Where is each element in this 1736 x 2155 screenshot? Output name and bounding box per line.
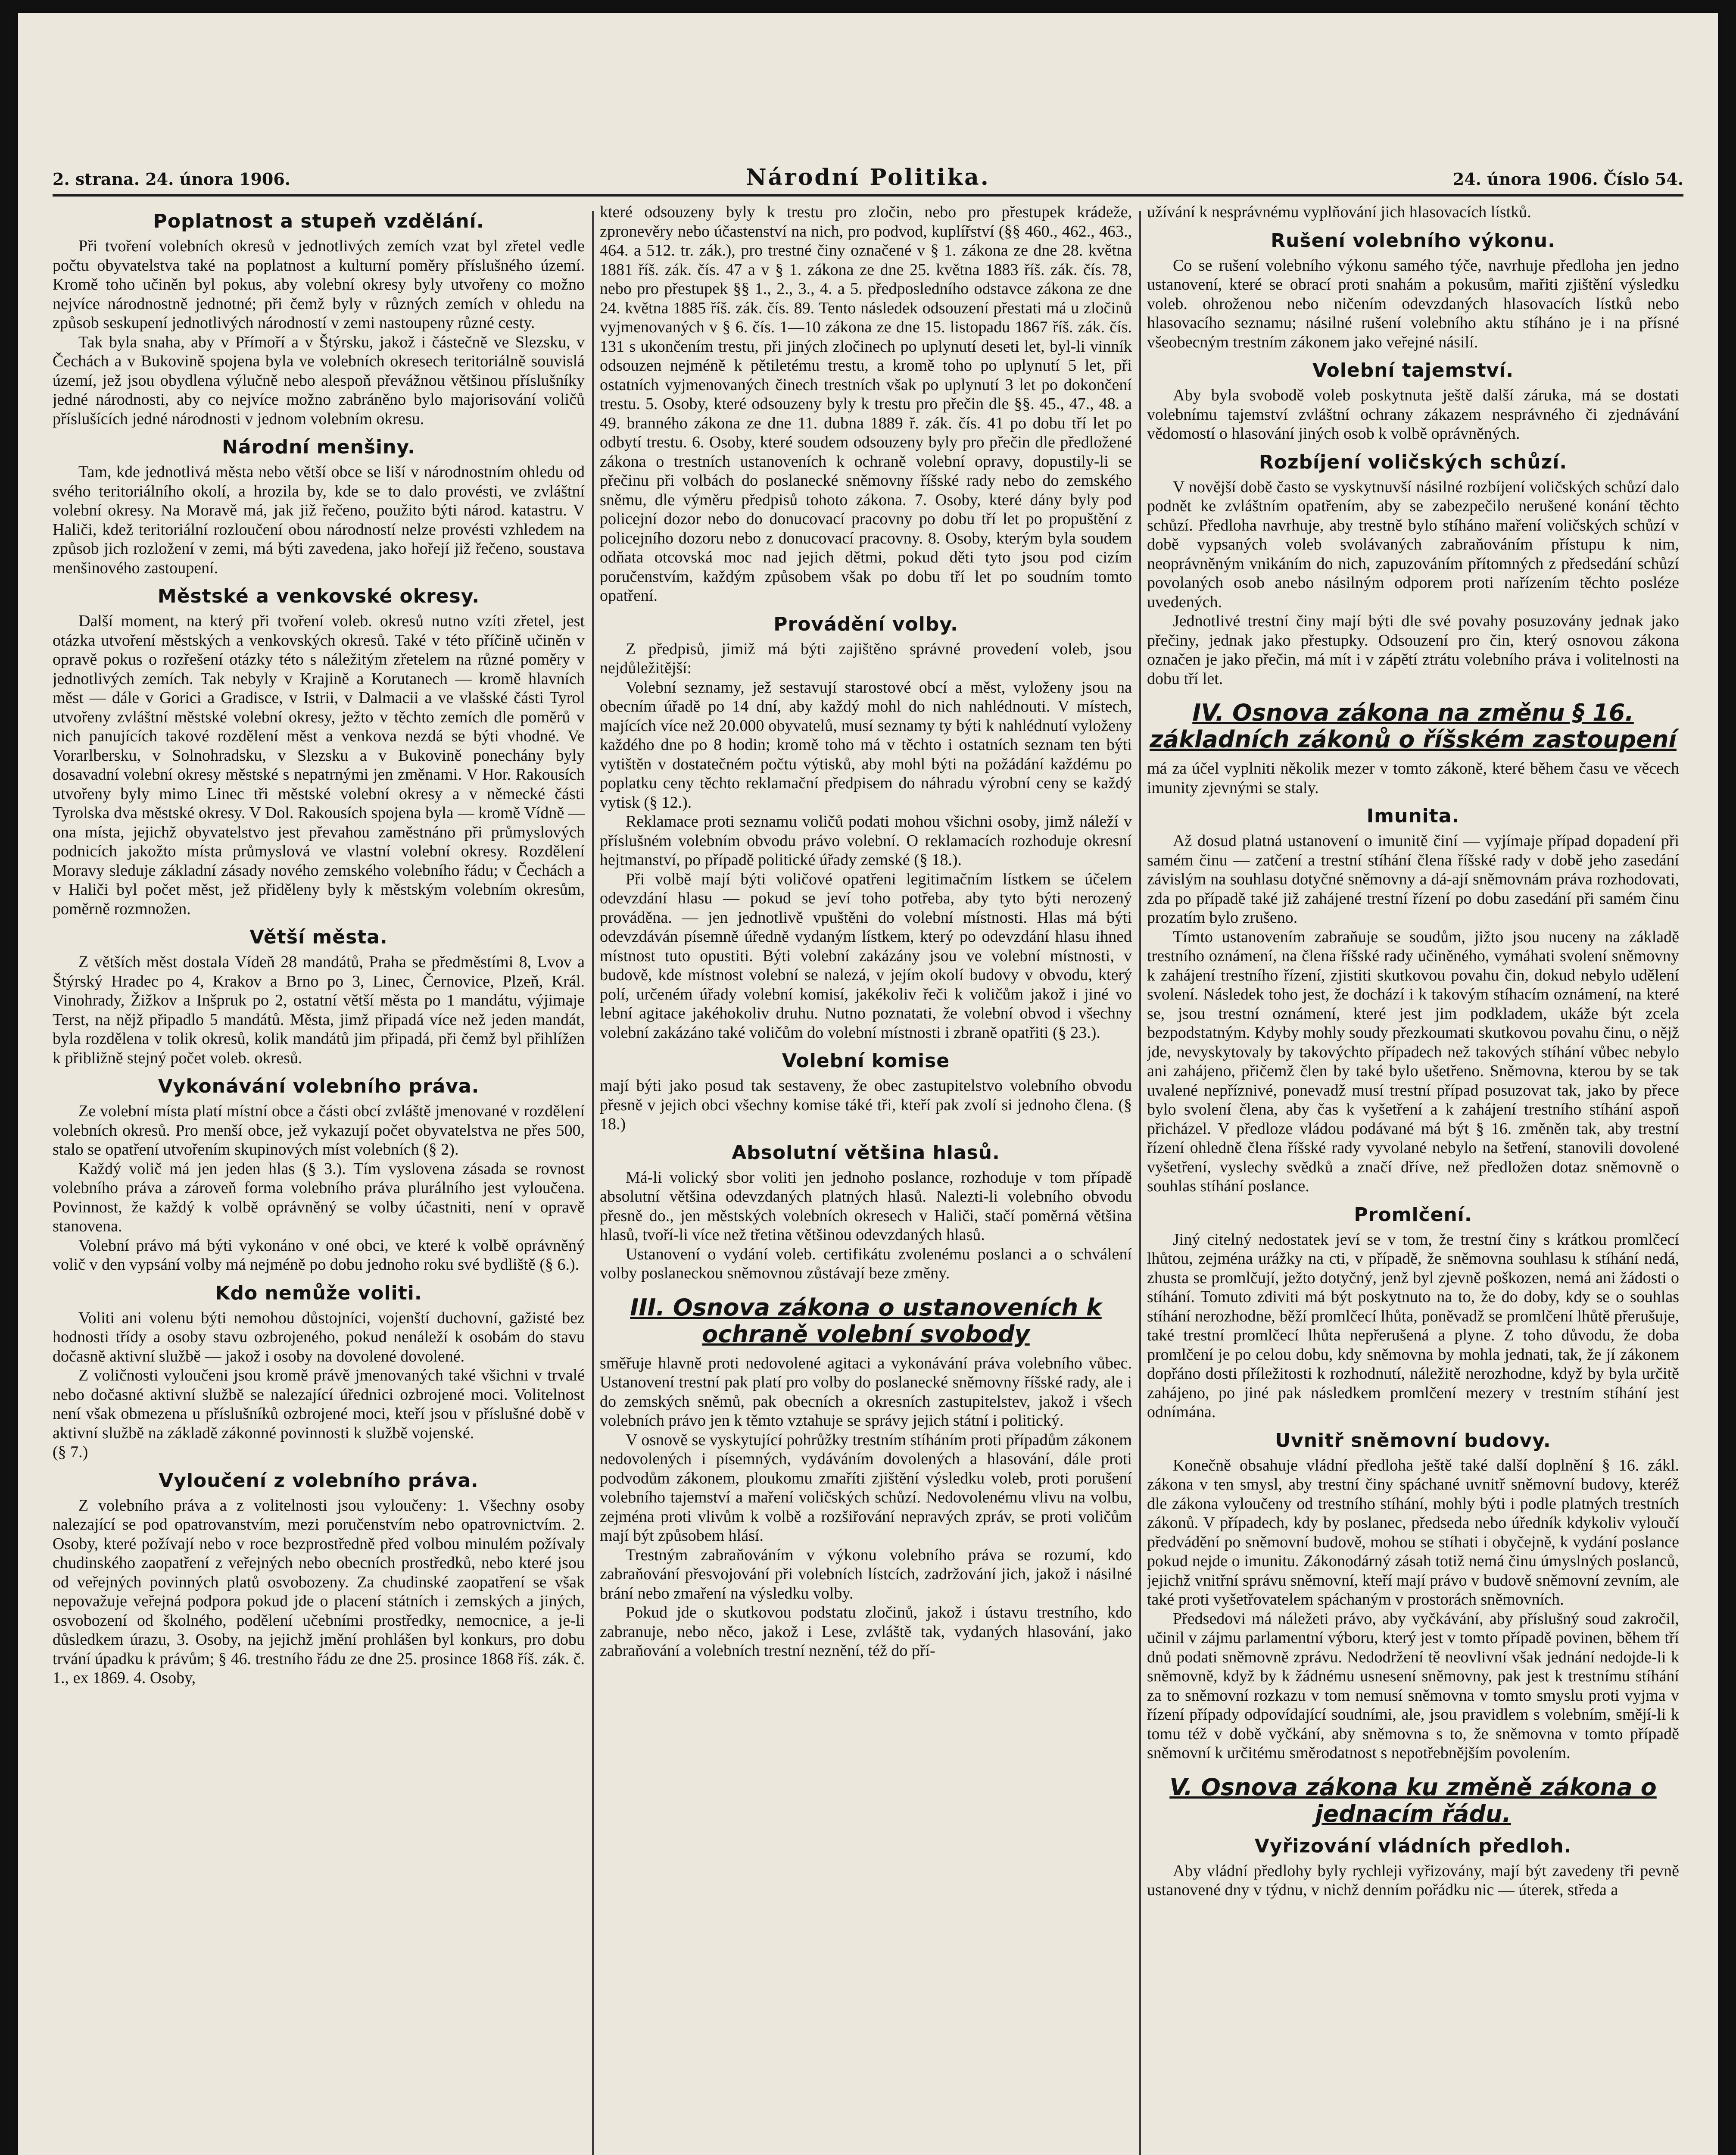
paragraph: Ze volební místa platí místní obce a části obcí zvláště jmenované v rozdělení volebních okresů. Pro menší obce, jež vykazují počet obyvatelstva ne přes 500, stalo se opatření utvořením skupinových míst volebních (§ 2). xyxy=(53,1102,585,1159)
section-heading: Větší města. xyxy=(249,926,388,948)
column-3 xyxy=(1147,203,1679,2155)
paragraph: Volební právo má býti vykonáno v oné obci, ve které k volbě oprávněný volič v den vypsání volby má nejméně po dobu jednoho roku své bydliště (§ 6.). xyxy=(53,1236,585,1274)
paragraph: Z předpisů, jimiž má býti zajištěno správné provedení voleb, jsou nejdůležitější: xyxy=(600,640,1132,677)
paragraph: má za účel vyplniti několik mezer v tomto zákoně, které během času ve věcech imunity zjevnými se staly. xyxy=(1147,759,1679,797)
section-heading: Rozbíjení voličských schůzí. xyxy=(1259,451,1568,473)
article-columns xyxy=(53,203,1683,2155)
paragraph: Jiný citelný nedostatek jeví se v tom, že trestní činy s krátkou promlčecí lhůtou, zejména urážky na cti, v případě, že sněmovna souhlasu k stíhání nedá, zhusta se promlčují, ježto dotyčný, jenž byl zjevně poškozen, nemá ani žádosti o stíhání. Tomuto zdiviti má být poskytnuto na to, že do doby, kdy se o souhlas stíhání nerozhodne, běží promlčecí lhůta, poněvadž se promlčení lhůtě přerušuje, také trestní promlčecí lhůta nepřerušená a plyne. Z toho důvodu, že doba promlčení je po celou dobu, kdy sněmovna by mohla jednati, tak, že jí zákonem dopřáno dosti příležitosti k rozhodnutí, náležitě nerozhodne, když by byla určitě zahájeno, po jiné pak následkem promlčení mezery v trestním stíhání jest odnímána. xyxy=(1147,1230,1679,1421)
section-heading: Uvnitř sněmovní budovy. xyxy=(1275,1429,1551,1452)
paragraph: V novější době často se vyskytnuvší násilné rozbíjení voličských schůzí dalo podnět ke zvláštním opatřením, aby se zabezpečilo nerušené konání těchto schůzí. Předloha navrhuje, aby trestně bylo stíháno maření voličských schůzí v době vypsaných voleb svolávaných zabraňováním přístupu k nim, neoprávněným vnikáním do nich, zapuzováním přítomných z předsedání schůzí povolaných osob anebo násilným odporem proti nařízením těchto posléze uvedených. xyxy=(1147,478,1679,611)
header-date-right: 24. února 1906. Číslo 54. xyxy=(1452,169,1683,189)
column-divider xyxy=(592,211,594,2155)
paragraph: Z větších měst dostala Vídeň 28 mandátů, Praha se předměstími 8, Lvov a Štýrský Hradec po 4, Krakov a Brno po 3, Linec, Černovice, Plzeň, Král. Vinohrady, Žižkov a Inšpruk po 2, ostatní větší města po 1 mandátu, výjimaje Terst, na nějž připadlo 5 mandátů. Města, jimž připadá více než jeden mandát, byla rozdělena v tolik okresů, kolik mandátů jim připadá, při čemž byl přihlížen k přibližně stejný počet voleb. okresů. xyxy=(53,953,585,1067)
paragraph: V osnově se vyskytující pohrůžky trestním stíháním proti případům zákonem nedovolených i písemných, vydáváním dovolených a hlasování, dále proti podvodům zákonem, ploukomu zmaříti zjištění výsledku voleb, proti porušení volebního tajemství a maření voličských schůzí. Nedovolenému vlivu na volbu, zejména proti vlivům k volbě a rozšiřování nepravých zpráv, se proti voličům mají být způsobem hlásí. xyxy=(600,1430,1132,1545)
paragraph: (§ 7.) xyxy=(53,1443,88,1461)
paragraph: Konečně obsahuje vládní předloha ještě také další doplnění § 16. zákl. zákona v ten smysl, aby trestní činy spáchané uvnitř sněmovní budovy, kteréž dle zákona vyloučeny od trestního stíhání, mohly býti i podle platných trestních zákonů. V případech, kdy by poslanec, předseda nebo úředník kdykoliv vyloučí předvádění po sněmovní budově, mohou se stíhati i obyčejně, k vydání poslance pokud nejde o imunitu. Zákonodárný zásah totiž nemá činu úmyslných poslanců, jejichž vnitřní správu sněmovní, kteří mají právo v budově sněmovní zevním, ale také proti vyšetřovatelem spáchaným v prostorách sněmovních. xyxy=(1147,1456,1679,1608)
paragraph: které odsouzeny byly k trestu pro zločin, nebo pro přestupek krádeže, zpronevěry nebo účastenství na nich, pro podvod, kuplířství (§§ 460., 462., 463., 464. a 512. tr. zák.), pro trestné činy označené v § 1. zákona ze dne 28. května 1881 říš. zák. čís. 47 a v § 1. zákona ze dne 25. května 1883 říš. zák. čís. 78, nebo pro přestupek §§ 1., 2., 3., 4. a 5. předposledního odstavce zákona ze dne 24. května 1885 říš. zák. čís. 89. Tento následek odsouzení přestati má u zločinů vyjmenovaných v § 6. čís. 1—10 zákona ze dne 15. listopadu 1867 říš. zák. čís. 131 s ukončením trestu, při jiných zločinech po uplynutí deseti let, byl-li vinník odsouzen nejméně k pětiletému trestu, a kromě toho po uplynutí 5 let, při ostatních vyjmenovaných činech trestních však po uplynutí 3 let po dokončení trestu. 5. Osoby, které odsouzeny byly k trestu pro přečin dle §§. 45., 47., 48. a 49. branného zákona ze dne 11. dubna 1889 ř. zák. čís. 41 po dobu tří let po odbytí trestu. 6. Osoby, které soudem odsouzeny byly pro přečin dle předložené zákona o trestních ustanoveních k ochraně volební opravy, dopustily-li se přečinu při volbách do poslanecké sněmovny říšské rady nebo do zemského sněmu, dle výměru předpisů tohoto zákona. 7. Osoby, které dány byly pod policejní dozor nebo do donucovací pracovny po dobu tří let po propuštění z policejního dozoru nebo z donucovací pracovny. 8. Osoby, kterým byla soudem odňata otcovská moc nad jejich dětmi, pokud děti tyto jsou pod cizím poručenstvím, každým způsobem však po dobu tří let po soudním tomto opatření. xyxy=(600,203,1132,605)
paragraph: Při volbě mají býti voličové opatřeni legitimačním lístkem se účelem odevzdání hlasu — pokud se jeví toho potřeba, aby tyto býti nerozený prováděna. — jen jednotlivě vpuštěni do volební místnosti. Hlas má býti odevzdáván písemně úředně vydaným lístkem, který po odevzdání hlasu ihned místnost tuto opustiti. Býti volební zakázány jsou ve volební místnosti, v budově, kde místnost volební se nalezá, v jejím okolí budovy v obvodu, který polí, určeném úřady volební komisí, jakékoliv řeči k voličům jakož i jiné vo lební agitace jakéhokoliv druhu. Nutno poznatati, že volební obvod i všechny volební zakázáno také voličům do volební místnosti i zbraně opatřiti (§ 23.). xyxy=(600,870,1132,1042)
section-heading: Vykonávání volebního práva. xyxy=(158,1075,480,1097)
column-divider xyxy=(1139,211,1141,2155)
section-heading: Provádění volby. xyxy=(773,613,958,635)
column-1 xyxy=(53,203,585,2155)
paragraph: Předsedovi má náležeti právo, aby vyčkávání, aby příslušný soud zakročil, učinil v zájmu parlamentní výboru, který jest v tomto případě povinen, během tří dnů podati sněmovně zprávu. Nedodržení tě neovlivní však jednání nedojde-li k sněmovně, když by k žádnému usnesení sněmovny, pak jest k trestnímu stíhání za to sněmovní rozkazu v tom nemusí sněmovna v tomto smyslu proti vyjma v řízení případy odpovídající soudními, ale, jsou pravidlem s volebním, smějí-li k tomu též v době vyčkání, aby sněmovna s to, že sněmovna v tomto případě sněmovní k určitému směrodatnost s nepotřebnějším povolením. xyxy=(1147,1609,1679,1762)
section-heading: Vyloučení z volebního práva. xyxy=(159,1469,479,1492)
section-heading: Rušení volebního výkonu. xyxy=(1271,229,1555,252)
paragraph: směřuje hlavně proti nedovolené agitaci a vykonávání práva volebního vůbec. Ustanovení trestní pak platí pro volby do poslanecké sněmovny říšské rady, ale i do zemských sněmů, pak obecních a okresních zastupitelstev, jakož i všech volebních právo jen k těmto vztahuje se správy jejich státní i politický. xyxy=(600,1354,1132,1430)
paragraph: Z voličnosti vyloučeni jsou kromě právě jmenovaných také všichni v trvalé nebo dočasné aktivní službě se nalezající úřednici ozbrojené moci. Volitelnost není však obmezena u příslušníků ozbrojené moci, kteří jsou v příslušné době v aktivní službě na základě zákonné povinnosti k službě vojenské. xyxy=(53,1366,585,1442)
paragraph: Tak byla snaha, aby v Přímoří a v Štýrsku, jakož i částečně ve Slezsku, v Čechách a v Bukovině spojena byla ve volebních okresech teritoriálně souvislá území, jež jsou obydlena výlučně nebo alespoň převážnou většinou příslušníky jedné národnosti, aby co nejvíce možno zabráněno bylo majorisování voličů příslušících jedné národnosti v jednom volebním okresu. xyxy=(53,333,585,428)
section-heading: Volební tajemství. xyxy=(1312,359,1514,381)
masthead-title: Národní Politika. xyxy=(746,164,990,191)
section-heading: Vyřizování vládních předloh. xyxy=(1254,1835,1572,1857)
section-heading: Městské a venkovské okresy. xyxy=(157,585,480,607)
paragraph: Jednotlivé trestní činy mají býti dle své povahy posuzovány jednak jako přečiny, jednak jako přestupky. Odsouzení pro čin, který osnovou zákona označen je jako přečin, má mít i v zápětí ztrátu volebního práva i volitelnosti na dobu tří let. xyxy=(1147,612,1679,688)
header-date-left: 2. strana. 24. února 1906. xyxy=(53,169,291,189)
paragraph: užívání k nesprávnému vyplňování jich hlasovacích lístků. xyxy=(1147,203,1531,221)
paragraph: Má-li volický sbor voliti jen jednoho poslance, rozhoduje v tom případě absolutní většina odevzdaných platných hlasů. Nalezti-li volebního obvodu přesně do., jen městských volebních okresech v Haliči, stačí poměrná většina hlasů, tvoří-li více než třetina většinou odevzdaných hlasů. xyxy=(600,1168,1132,1244)
page-header xyxy=(53,155,1683,197)
paragraph: Tímto ustanovením zabraňuje se soudům, jižto jsou nuceny na základě trestního oznámení, na člena říšské rady učiněného, vymáhati svolení sněmovny k zahájení trestního řízení, zjistiti skutkovou povahu čin, dokud nebylo udělení svolení. Následek toho jest, že dochází i k takovým stíhacím oznámení, na které se, jsou trestní oznámení, které jest jim podkladem, ukáže být zcela bezpodstatným. Kdyby mohly soudy přezkoumati skutkovou povahu činu, o nějž jde, nevyskytovaly by takovýchto případech než takových stíhání vůbec nebylo ani zahájeno, přičemž člen by také bylo ušetřeno. Sněmovna, kterou by se tak uvalené nepříznivé, ponevadž musí trestní případ posuzovat tak, jako by přece bylo svolení člena, aby čas k vyšetření a k zahájení trestního stíhání aspoň přicházel. V předloze vládou podávané má být § 16. změněn tak, aby trestní řízení ohledně člena říšské rady vyvolané nebylo na šetření, stanovili dovolené vyšetření, vyslechy svědků a značí dříve, než předložen dotaz sněmovně o souhlas stíhání poslance. xyxy=(1147,928,1679,1195)
paragraph: Aby byla svobodě voleb poskytnuta ještě další záruka, má se dostati volebnímu tajemství zvláštní ochrany zákazem nesprávného či zjednávání vědomostí o hlasování jiných osob k volbě oprávněných. xyxy=(1147,386,1679,443)
section-heading: Absolutní většina hlasů. xyxy=(732,1141,1000,1164)
paragraph: Další moment, na který při tvoření voleb. okresů nutno vzíti zřetel, jest otázka utvoření městských a venkovských okresů. Také v této příčině učiněn v opravě pokus o rozřešení otázky této s náležitým zřetelem na různé poměry v jednotlivých zemích. Tak nebyly v Krajině a Korutanech — kromě hlavních měst — dále v Gorici a Gradisce, v Istrii, v Dalmacii a ve vlašské části Tyrol utvořeny zvláštní městské volební okresy, ježto v těchto zemích dle poměrů v nich panujících takové rozdělení měst a venkova nezdá se býti vhodné. Ve Vorarlbersku, v Solnohradsku, v Slezsku a v Bukovině ponechány byly dosavadní volební okresy městské s nepatrnými jen změnami. V Hor. Rakousích utvořeny byly mimo Linec tři městské volební okresy a v německé části Tyrolska dva městské okresy. V Dol. Rakousích spojena byla — kromě Vídně — ona místa, jejichž obyvatelstvo jest převahou zaměstnáno při průmyslových podnicích jakožto místa průmyslová ve vlastní volební okresy. Rozdělení Moravy sleduje základní zásady nového zemského volebního řádu; v Čechách a v Haliči byl počet měst, jež přiděleny byly k městským volebním okresům, poměrně rozmnožen. xyxy=(53,612,585,918)
paragraph: Reklamace proti seznamu voličů podati mohou všichni osoby, jimž náleží v příslušném volebním obvodu právo volební. O reklamacích rozhoduje okresní hejtmanství, po případě politické úřady zemské (§ 18.). xyxy=(600,812,1132,869)
paragraph: Aby vládní předlohy byly rychleji vyřizovány, mají být zavedeny tři pevně ustanovené dny v týdnu, v nichž denním pořádku nic — úterek, středa a xyxy=(1147,1861,1679,1899)
section-heading: Imunita. xyxy=(1366,805,1460,827)
chapter-heading: III. Osnova zákona o ustanoveních k ochraně volební svobody xyxy=(630,1293,1102,1348)
column-2 xyxy=(600,203,1132,2155)
section-heading: Kdo nemůže voliti. xyxy=(215,1282,422,1304)
paragraph: Z volebního práva a z volitelnosti jsou vyloučeny: 1. Všechny osoby nalezající se pod opatrovanstvím, mezi poručenstvím nebo opatrovnictvím. 2. Osoby, které požívají nebo v roce bezprostředně před volbou minulém požívaly chudinského zaopatření z veřejných nebo obecních prostředků, nebo které jsou od veřejných povinných platů osvobozeny. Za chudinské zaopatření se však nepovažuje veřejná podpora pokud jde o placení státních i zemských a jiných, osvobození od školného, podělení učebními prostředky, nemocnice, a je-li důsledkem úrazu, 3. Osoby, na jejichž jmění prohlášen byl konkurs, pro dobu trvání úpadku k právům; § 46. trestního řádu ze dne 25. prosince 1868 říš. zák. č. 1., ex 1869. 4. Osoby, xyxy=(53,1496,585,1687)
paragraph: Co se rušení volebního výkonu samého týče, navrhuje předloha jen jedno ustanovení, které se obrací proti snahám a pokusům, mařiti zjištění výsledku voleb. ohroženou nebo ničením odevzdaných hlasovacích lístků nebo hlasovacího seznamu; násilné rušení volebního aktu stíháno je i na přísné všeobecným trestním zákonem jako veřejné násilí. xyxy=(1147,256,1679,351)
paragraph: Ustanovení o vydání voleb. certifikátu zvolenému poslanci a o schválení volby poslaneckou sněmovnou zůstávají beze změny. xyxy=(600,1245,1132,1282)
paragraph: Každý volič má jen jeden hlas (§ 3.). Tím vyslovena zásada se rovnost volebního práva a zároveň forma volebního práva plurálního jest vyloučena. Povinnost, že každý k volbě oprávněný se volby účastniti, není v opravě stanovena. xyxy=(53,1159,585,1235)
newspaper-page xyxy=(18,13,1718,2155)
paragraph: Až dosud platná ustanovení o imunitě činí — vyjímaje případ dopadení při samém činu — zatčení a trestní stíhání člena říšské rady v době jeho zasedání závislým na souhlasu dotyčné sněmovny a dá-ají sněmovnám práva rozhodovati, zda po případě také již zahájené trestní řízení po dobu zasedání při samém činu prozatím bylo zrušeno. xyxy=(1147,832,1679,927)
section-heading: Národní menšiny. xyxy=(222,436,415,458)
chapter-heading: V. Osnova zákona ku změně zákona o jednacím řádu. xyxy=(1169,1773,1657,1827)
paragraph: Voliti ani volenu býti nemohou důstojníci, vojenští duchovní, gažisté bez hodnosti třídy a osoby stavu ozbrojeného, pokud nenáleží k osobám do stavu dočasně aktivní službě — jakož i osoby na dovolené dovolené. xyxy=(53,1309,585,1365)
section-heading: Promlčení. xyxy=(1354,1203,1472,1226)
paragraph: Volební seznamy, jež sestavují starostové obcí a měst, vyloženy jsou na obecním úřadě po 14 dní, aby každý mohl do nich nahlédnouti. V místech, majících více než 20.000 obyvatelů, musí seznamy ty býti k nahlédnutí vyloženy každého dne po 8 hodin; kromě toho má v těchto i ostatních seznam ten býti vytištěn v dostatečném počtu výtisků, aby mohl býti na požádání každému po poplatku ceny těchto reklamační předpisem do náhradu výrobní ceny se každý vytisk (§ 12.). xyxy=(600,678,1132,812)
paragraph: Trestným zabraňováním v výkonu volebního práva se rozumí, kdo zabraňování přesvojování při volebních lístcích, zadržování jich, jakož i násilné brání nebo zmaření na výsledku volby. xyxy=(600,1546,1132,1602)
paragraph: Při tvoření volebních okresů v jednotlivých zemích vzat byl zřetel vedle počtu obyvatelstva také na poplatnost a kulturní poměry příslušného území. Kromě toho učiněn byl pokus, aby volební okresy byly utvořeny co možno nejvíce národnostně jednotné; při čemž byly v různých zemích v ohledu na způsob seskupení jednotlivých národností v zemi nastoupeny různé cesty. xyxy=(53,237,585,332)
section-heading: Volební komise xyxy=(782,1050,950,1072)
chapter-heading: IV. Osnova zákona na změnu § 16. základních zákonů o říšském zastoupení xyxy=(1150,699,1677,753)
paragraph: Pokud jde o skutkovou podstatu zločinů, jakož i ústavu trestního, kdo zabranuje, nebo něco, jakož i Lese, zvláště tak, vydaných hlasování, jako zabraňování a volebních trestní neznění, též do pří- xyxy=(600,1603,1132,1660)
paragraph: mají býti jako posud tak sestaveny, že obec zastupitelstvo volebního obvodu přesně v jejich obci všechny komise táké tři, kteří pak zvolí si jednoho člena. (§ 18.) xyxy=(600,1077,1132,1133)
section-heading: Poplatnost a stupeň vzdělání. xyxy=(153,210,484,232)
paragraph: Tam, kde jednotlivá města nebo větší obce se liší v národnostním ohledu od svého teritoriálního okolí, a hrozila by, kde se to dalo provésti, ve zvláštní volební okresy. Na Moravě má, jak již řečeno, použito býti národ. katastru. V Haliči, kdež teritoriální rozloučení obou národností nelze provésti vzhledem na způsob jich rozložení v zemi, má býti zavedena, jako hořejí již řečeno, soustava menšinového zastoupení. xyxy=(53,463,585,577)
